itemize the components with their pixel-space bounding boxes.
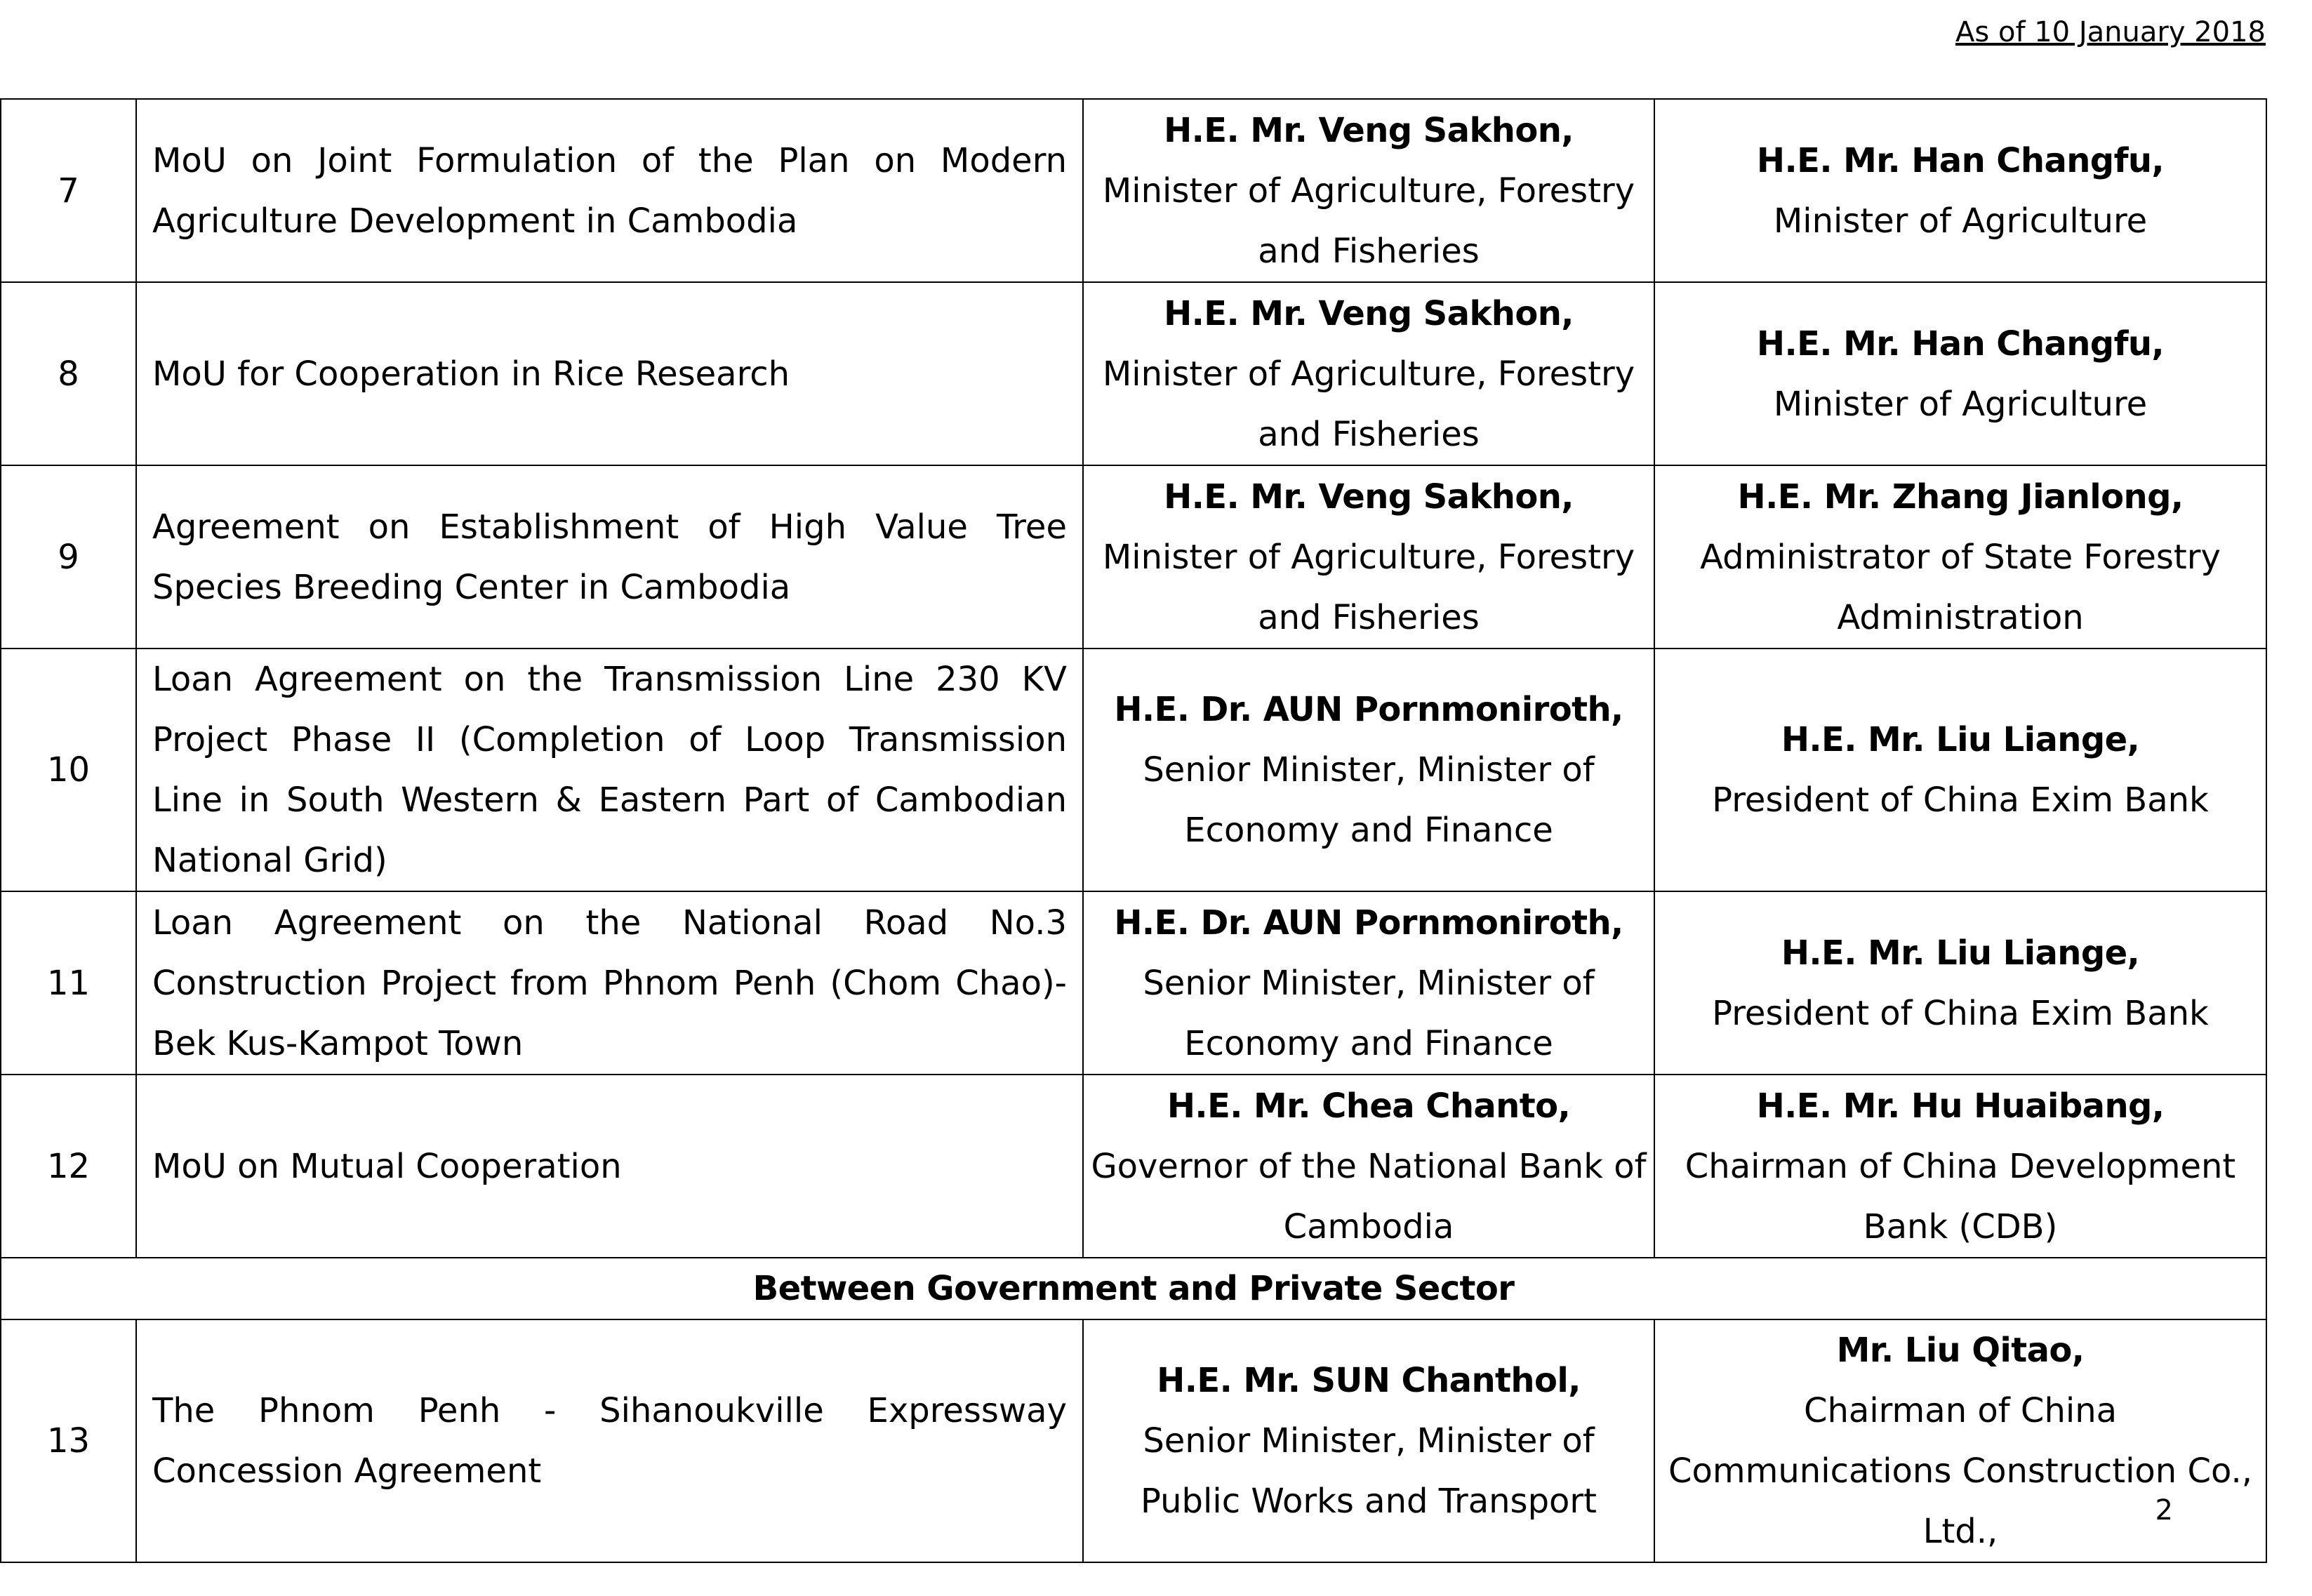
chinese-signatory: [1654, 465, 2266, 649]
signatory-position: Minister of Agriculture, Forestry and Fisheries: [1102, 354, 1635, 454]
cambodian-signatory: [1083, 891, 1654, 1075]
cambodian-signatory: [1083, 465, 1654, 649]
agreement-title: Agreement on Establishment of High Value Tree Species Breeding Center in Cambodia: [136, 465, 1083, 649]
row-number: 12: [1, 1075, 136, 1258]
signatory-name: H.E. Mr. Veng Sakhon,: [1164, 110, 1574, 150]
signatory-name: H.E. Mr. Liu Liange,: [1781, 720, 2140, 759]
agreement-title: MoU for Cooperation in Rice Research: [136, 282, 1083, 465]
signatory-name: H.E. Dr. AUN Pornmoniroth,: [1114, 903, 1623, 943]
agreement-title: Loan Agreement on the National Road No.3 Construction Project from Phnom Penh (Chom Chao)-Bek Kus-Kampot Town: [136, 891, 1083, 1075]
row-number: 10: [1, 649, 136, 891]
signatory-position: Senior Minister, Minister of Economy and Finance: [1143, 750, 1595, 850]
cambodian-signatory: [1083, 1075, 1654, 1258]
cambodian-signatory: [1083, 649, 1654, 891]
signatory-position: Senior Minister, Minister of Economy and Finance: [1143, 963, 1595, 1063]
agreement-title: The Phnom Penh - Sihanoukville Expressway Concession Agreement: [136, 1319, 1083, 1562]
table-row: [1, 649, 2266, 891]
table-row: [1, 282, 2266, 465]
signatory-name: H.E. Mr. Veng Sakhon,: [1164, 477, 1574, 517]
table-row: [1, 1075, 2266, 1258]
signatory-position: Governor of the National Bank of Cambodia: [1091, 1146, 1647, 1246]
document-date: As of 10 January 2018: [1955, 16, 2266, 48]
signatory-name: H.E. Mr. Han Changfu,: [1756, 140, 2165, 180]
cambodian-signatory: [1083, 282, 1654, 465]
chinese-signatory: [1654, 1319, 2266, 1562]
agreement-title: MoU on Joint Formulation of the Plan on Modern Agriculture Development in Cambodia: [136, 99, 1083, 282]
table-row: [1, 99, 2266, 282]
signatory-position: Senior Minister, Minister of Public Works and Transport: [1141, 1421, 1597, 1521]
agreement-title: Loan Agreement on the Transmission Line 230 KV Project Phase II (Completion of Loop Transmission Line in South Western & Eastern Part of Cambodian National Grid): [136, 649, 1083, 891]
agreements-table: [0, 98, 2267, 1563]
signatory-position: Chairman of China Communications Construction Co., Ltd.,: [1668, 1391, 2253, 1551]
table-row: [1, 891, 2266, 1075]
chinese-signatory: [1654, 99, 2266, 282]
signatory-position: Minister of Agriculture, Forestry and Fisheries: [1102, 537, 1635, 637]
signatory-position: President of China Exim Bank: [1712, 780, 2209, 820]
section-heading: Between Government and Private Sector: [1, 1258, 2266, 1319]
row-number: 11: [1, 891, 136, 1075]
signatory-name: H.E. Mr. Hu Huaibang,: [1756, 1086, 2165, 1126]
signatory-position: Administrator of State Forestry Administration: [1700, 537, 2221, 637]
signatory-name: H.E. Mr. Chea Chanto,: [1167, 1086, 1571, 1126]
signatory-name: Mr. Liu Qitao,: [1836, 1331, 2085, 1370]
section-header-row: [1, 1258, 2266, 1319]
signatory-position: Chairman of China Development Bank (CDB): [1685, 1146, 2236, 1246]
signatory-name: H.E. Mr. Zhang Jianlong,: [1737, 477, 2184, 517]
row-number: 13: [1, 1319, 136, 1562]
row-number: 8: [1, 282, 136, 465]
agreement-title: MoU on Mutual Cooperation: [136, 1075, 1083, 1258]
table-row: [1, 1319, 2266, 1562]
signatory-position: President of China Exim Bank: [1712, 993, 2209, 1033]
cambodian-signatory: [1083, 99, 1654, 282]
signatory-name: H.E. Mr. Han Changfu,: [1756, 324, 2165, 364]
table-row: [1, 465, 2266, 649]
signatory-name: H.E. Dr. AUN Pornmoniroth,: [1114, 690, 1623, 729]
chinese-signatory: [1654, 649, 2266, 891]
row-number: 9: [1, 465, 136, 649]
signatory-name: H.E. Mr. Veng Sakhon,: [1164, 293, 1574, 333]
signatory-name: H.E. Mr. SUN Chanthol,: [1157, 1361, 1581, 1400]
chinese-signatory: [1654, 891, 2266, 1075]
chinese-signatory: [1654, 1075, 2266, 1258]
signatory-position: Minister of Agriculture: [1773, 384, 2148, 424]
row-number: 7: [1, 99, 136, 282]
page-number: 2: [2155, 1494, 2173, 1527]
signatory-position: Minister of Agriculture, Forestry and Fisheries: [1102, 171, 1635, 271]
cambodian-signatory: [1083, 1319, 1654, 1562]
signatory-position: Minister of Agriculture: [1773, 201, 2148, 241]
chinese-signatory: [1654, 282, 2266, 465]
signatory-name: H.E. Mr. Liu Liange,: [1781, 933, 2140, 973]
